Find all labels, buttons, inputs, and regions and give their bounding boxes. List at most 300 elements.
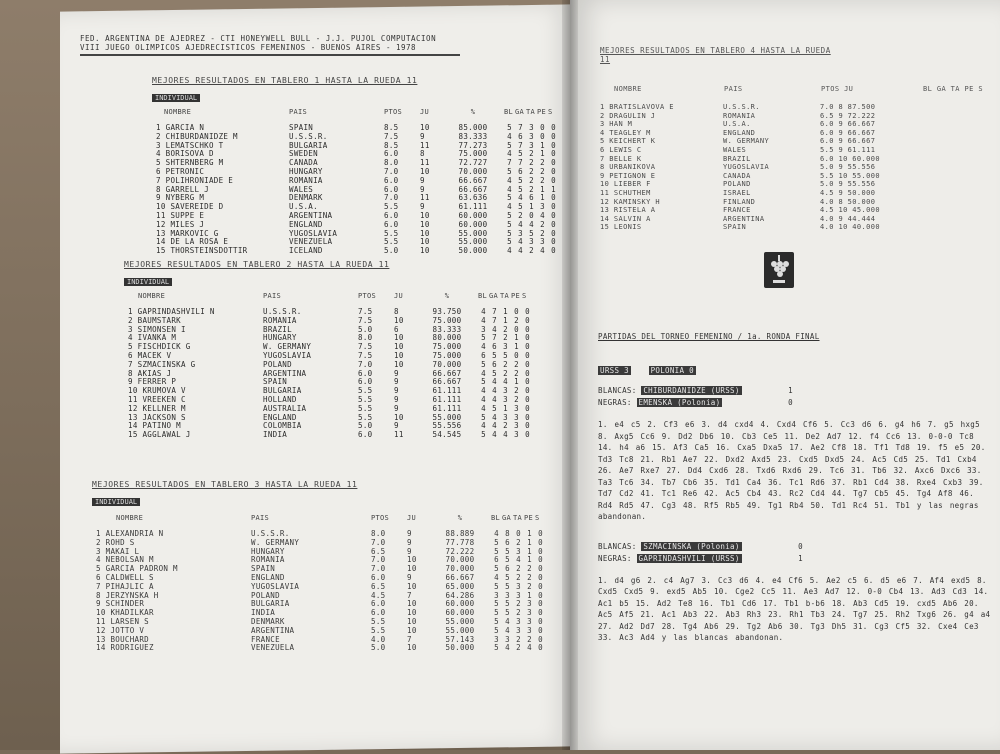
player-ga: 5 (505, 555, 510, 565)
player-points: 6.0 (384, 175, 399, 185)
player-percent: 66.667 (432, 368, 462, 378)
player-ta: 2 (529, 175, 534, 185)
col-pe: PE (524, 514, 534, 522)
player-ga: 5 (505, 581, 510, 591)
player-pe: 2 (514, 394, 519, 404)
player-pe: 2 (514, 359, 519, 369)
player-ga: 3 (505, 634, 510, 644)
player-ga: 5 (492, 403, 497, 413)
player-pe: 1 (527, 590, 532, 600)
player-bl: 4 (481, 403, 486, 413)
player-ga: 4 (518, 237, 523, 247)
player-s: 0 (538, 546, 543, 556)
player-name: 15 THORSTEINSDOTTIR (156, 246, 248, 256)
player-country: SPAIN (263, 377, 288, 387)
player-games: 10 (407, 581, 417, 591)
player-points: 6.0 (358, 377, 373, 387)
player-points: 5.5 (384, 237, 399, 247)
player-ga: 6 (505, 564, 510, 574)
player-name: 12 MILES J (156, 219, 205, 229)
player-s: 0 (551, 140, 556, 150)
board1-section (152, 76, 559, 256)
player-country: SPAIN (723, 223, 747, 232)
player-points: 6.0 (384, 149, 399, 159)
player-percent: 75.000 (432, 342, 462, 352)
player-country: FRANCE (723, 206, 751, 215)
player-country: ARGENTINA (289, 210, 333, 220)
player-percent: 77.273 (458, 140, 488, 150)
player-country: ROMANIA (723, 111, 756, 120)
player-s: 0 (551, 149, 556, 159)
player-games: 9 (407, 546, 412, 556)
player-s: 0 (538, 625, 543, 635)
player-percent: 83.333 (432, 324, 462, 334)
player-bl: 5 (481, 430, 486, 440)
player-bl: 7 (507, 158, 512, 168)
player-ga: 5 (518, 184, 523, 194)
player-bl: 6 (494, 555, 499, 565)
player-name: 8 GARRELL J (156, 184, 209, 194)
player-points: 5.0 (384, 246, 399, 256)
federation-logo (764, 252, 794, 288)
player-ta: 4 (503, 377, 508, 387)
col-name: NOMBRE (116, 514, 144, 522)
player-s: 0 (551, 193, 556, 203)
player-name: 8 URBANIKOVA (600, 163, 656, 172)
table-row (152, 177, 559, 186)
player-country: U.S.S.R. (289, 131, 328, 141)
game2-black-player: GAPRINDASHVILI (URSS) (638, 553, 740, 563)
col-pe: PE (537, 108, 547, 116)
game1-black-score: 0 (788, 398, 793, 407)
player-ta: 4 (503, 430, 508, 440)
player-pe: 1 (527, 546, 532, 556)
player-country: VENEZUELA (251, 643, 295, 653)
player-s: 0 (525, 386, 530, 396)
table-row (92, 618, 546, 627)
player-name: 3 MAKAI L (96, 546, 140, 556)
player-ga: 7 (518, 123, 523, 132)
player-pe: 0 (540, 131, 545, 141)
player-bl: 3 (494, 590, 499, 600)
player-games: 10 (407, 616, 417, 626)
player-s: 0 (551, 166, 556, 176)
player-games: 9 (394, 394, 399, 404)
player-s: 0 (538, 590, 543, 600)
player-ta: 2 (503, 324, 508, 334)
player-s: 0 (551, 237, 556, 247)
player-pe: 1 (540, 140, 545, 150)
player-bl: 5 (481, 412, 486, 422)
player-percent: 75.000 (432, 315, 462, 325)
player-country: COLOMBIA (263, 421, 302, 431)
player-games: 10 (420, 237, 430, 247)
player-ta: 2 (503, 368, 508, 378)
player-ta: 2 (503, 333, 508, 343)
player-bl: 3 (481, 324, 486, 334)
player-pe: 0 (514, 324, 519, 334)
col-bl: BL (478, 292, 488, 300)
player-country: ROMANIA (263, 315, 297, 325)
player-points: 6.0 (384, 210, 399, 220)
player-country: BULGARIA (289, 140, 328, 150)
player-name: 2 CHIBURDANIDZE M (156, 131, 238, 141)
player-percent: 72.727 (458, 158, 488, 168)
player-name: 3 LEMATSCHKO T (156, 140, 224, 150)
player-name: 13 RISTELA A (600, 206, 656, 215)
player-points: 5.5 (371, 625, 386, 635)
player-pe: 2 (514, 386, 519, 396)
player-points: 7.0 (384, 193, 399, 203)
player-country: ROMANIA (289, 175, 323, 185)
player-pe: 2 (540, 175, 545, 185)
player-points: 8.0 (358, 333, 373, 343)
player-ta: 4 (516, 555, 521, 565)
col-ju: JU (420, 108, 430, 116)
player-s: 0 (525, 324, 530, 334)
player-pe: 2 (527, 572, 532, 582)
board3-section (92, 480, 546, 653)
player-games: 9 (420, 184, 425, 194)
table-row (92, 565, 546, 574)
player-percent: 57.143 (445, 634, 475, 644)
player-name: 12 KAMINSKY H (600, 197, 660, 206)
player-name: 13 MARKOVIC G (156, 228, 219, 238)
player-games: 10 (407, 555, 417, 565)
player-country: W. GERMANY (263, 342, 312, 352)
player-pe: 2 (514, 315, 519, 325)
player-percent: 60.000 (458, 219, 488, 229)
table-row (600, 112, 984, 121)
player-percent: 61.111 (458, 202, 488, 212)
player-points: 6.0 (384, 219, 399, 229)
player-bl: 5 (494, 616, 499, 626)
player-name: 14 DE LA ROSA E (156, 237, 229, 247)
player-ta: 2 (516, 564, 521, 574)
player-name: 4 NEBOLSAN M (96, 555, 154, 565)
col-pe: PE (511, 292, 521, 300)
player-ta: 2 (516, 599, 521, 609)
player-name: 7 BELLE K (600, 154, 642, 163)
player-games: 9 (394, 377, 399, 387)
player-country: SPAIN (289, 123, 314, 132)
player-ta: 3 (503, 412, 508, 422)
col-pct: % (457, 514, 463, 522)
player-games: 9 (407, 529, 412, 538)
player-country: DENMARK (289, 193, 323, 203)
col-pais: PAIS (251, 514, 270, 522)
player-ga: 5 (505, 608, 510, 618)
player-games: 10 (420, 123, 430, 132)
player-name: 10 SAVEREIDE D (156, 202, 224, 212)
player-name: 5 GARCIA PADRON M (96, 564, 178, 574)
player-score: 4.0 8 50.000 (820, 197, 876, 206)
player-percent: 55.000 (445, 625, 475, 635)
player-pe: 0 (514, 307, 519, 316)
player-name: 6 PETRONIC (156, 166, 205, 176)
player-points: 7.5 (358, 342, 373, 352)
player-pe: 4 (540, 210, 545, 220)
player-country: BRAZIL (723, 154, 751, 163)
player-percent: 70.000 (445, 555, 475, 565)
player-ga: 6 (518, 131, 523, 141)
player-points: 6.0 (358, 430, 373, 440)
col-bl: BL (491, 514, 501, 522)
player-games: 10 (407, 608, 417, 618)
player-points: 8.5 (384, 140, 399, 150)
player-ta: 6 (529, 193, 534, 203)
player-points: 6.0 (371, 599, 386, 609)
player-pe: 1 (527, 529, 532, 538)
player-percent: 77.778 (445, 537, 475, 547)
player-pe: 1 (527, 537, 532, 547)
game1-moves: 1. e4 c5 2. Cf3 e6 3. d4 cxd4 4. Cxd4 Cf6 5. Cc3 d6 6. g4 h6 7. g5 hxg5 8. Axg5 Cc6 9. Dd2 Db6 10. Cb3 Ce5 11. De2 Ad7 12. f4 Cc6 13. 0-0-0 Tc8 14. h4 a6 15. Af3 Ca5 16. Cxa5 Dxa5 17. Ae2 Cf8 18. Tf1 Td8 19. f5 e5 20. Td3 Tc8 21. Rb1 Ae7 22. Dxd2 Axd5 23. Cxd5 Dxd5 24. Ac5 Cd5 25. Td1 Cxb4 26. Ae7 Rxe7 27. Dd4 Cxd6 28. Txd6 Rxd6 29. Tc6 31. Tb6 32. Axc6 Dxc6 33. Ta3 Tc6 34. Tb7 Cb6 35. Td1 Ca4 36. Tc1 Rd6 37. Rb1 Cd4 38. Rxe4 Cxb3 39. Td7 Cd2 41. Tc1 Re6 42. Ac5 Cb4 43. Rc2 Cd4 44. Tg7 Cb5 45. Tg4 Af8 46. Rd4 Rd5 47. Cg3 48. Rf5 Rb5 49. Tg1 Rb4 50. Td1 Rc4 51. Tb1 y las negras abandonan. (598, 420, 986, 521)
player-country: YUGOSLAVIA (723, 163, 770, 172)
game2-black (598, 553, 993, 565)
player-name: 10 KRUMOVA V (128, 386, 186, 396)
player-s: 0 (525, 377, 530, 387)
player-games: 10 (394, 412, 404, 422)
player-country: SWEDEN (289, 149, 318, 159)
player-bl: 5 (494, 546, 499, 556)
col-ju: JU (407, 514, 417, 522)
player-name: 9 NYBERG M (156, 193, 205, 203)
player-games: 8 (420, 149, 425, 159)
player-percent: 66.667 (458, 184, 488, 194)
player-percent: 55.556 (432, 421, 462, 431)
player-pe: 1 (540, 193, 545, 203)
player-s: 0 (538, 564, 543, 574)
player-country: ARGENTINA (263, 368, 307, 378)
player-games: 10 (407, 564, 417, 574)
col-ta: TA (513, 514, 523, 522)
player-score: 5.0 9 55.556 (820, 180, 876, 189)
table-row (600, 155, 984, 164)
board3-subtitle: INDIVIDUAL (92, 498, 140, 506)
player-bl: 4 (507, 131, 512, 141)
player-bl: 5 (494, 608, 499, 618)
player-ta: 4 (529, 219, 534, 229)
player-s: 0 (551, 228, 556, 238)
player-pe: 3 (527, 616, 532, 626)
player-games: 11 (420, 193, 430, 203)
player-name: 7 SZMACINSKA G (128, 359, 196, 369)
player-games: 10 (420, 246, 430, 256)
player-bl: 5 (494, 537, 499, 547)
player-percent: 61.111 (432, 403, 462, 413)
game2-moves: 1. d4 g6 2. c4 Ag7 3. Cc3 d6 4. e4 Cf6 5. Ae2 c5 6. d5 e6 7. Af4 exd5 8. Cxd5 Cxd5 9. exd5 Ab5 10. Cge2 Cc5 11. Ae3 Ad7 12. 0-0 Cb4 13. Ad3 Cd3 14. Ac1 b5 15. Ad2 Te8 16. Tb1 Cd6 17. Tb1 b-b6 18. Ab3 Cd5 19. cxd5 Ab6 20. Ac5 Af5 21. Ac1 Ab3 22. Ab3 Rh3 23. Rh1 Tb3 24. Tg7 25. Rh2 Txg6 26. g4 a4 27. Ad2 Dd7 28. Tg4 Ab6 29. Tg2 Ab6 30. Tg3 Dh5 31. Cg3 Cf5 32. Cxe4 Ce3 33. Ac3 Ad4 y las blancas abandonan. (598, 575, 991, 642)
player-games: 10 (394, 342, 404, 352)
player-pe: 3 (540, 237, 545, 247)
player-pe: 3 (514, 403, 519, 413)
player-points: 5.5 (371, 616, 386, 626)
player-ga: 5 (505, 572, 510, 582)
player-points: 7.0 (384, 166, 399, 176)
col-ptos: PTOS (384, 108, 403, 116)
player-country: POLAND (263, 359, 292, 369)
player-ga: 5 (505, 599, 510, 609)
player-bl: 5 (507, 140, 512, 150)
table-row (152, 212, 559, 221)
player-ta: 0 (529, 210, 534, 220)
game2-black-score: 1 (798, 553, 803, 563)
player-ta: 2 (503, 359, 508, 369)
player-country: ARGENTINA (723, 214, 765, 223)
player-percent: 75.000 (458, 149, 488, 159)
player-s: 0 (538, 608, 543, 618)
player-s: 0 (525, 368, 530, 378)
player-s: 0 (538, 572, 543, 582)
player-ga: 4 (518, 193, 523, 203)
board2-section (124, 260, 533, 440)
games-section (598, 332, 993, 644)
game2-white (598, 541, 993, 553)
player-bl: 4 (481, 342, 486, 352)
player-games: 10 (407, 599, 417, 609)
player-pe: 1 (514, 377, 519, 387)
player-s: 0 (538, 599, 543, 609)
player-name: 9 PETIGNON E (600, 171, 656, 180)
player-name: 8 AKIAS J (128, 368, 172, 378)
col-pais: PAIS (724, 85, 743, 93)
game1-white-player: CHIBURDANIDZE (URSS) (643, 386, 740, 395)
player-pe: 2 (540, 158, 545, 168)
player-s: 0 (525, 307, 530, 316)
player-name: 15 AGGLAWAL J (128, 430, 191, 440)
player-points: 8.5 (384, 123, 399, 132)
player-bl: 5 (494, 564, 499, 574)
board3-table (92, 510, 546, 653)
board2-title: MEJORES RESULTADOS EN TABLERO 2 HASTA LA RUEDA 11 (124, 260, 390, 269)
col-pais: PAIS (263, 292, 282, 300)
player-bl: 4 (481, 307, 486, 316)
player-games: 7 (407, 634, 412, 644)
table-row (152, 247, 559, 256)
col-bl: BL (504, 108, 514, 116)
player-games: 9 (407, 537, 412, 547)
table-row (152, 186, 559, 195)
player-country: YUGOSLAVIA (251, 581, 300, 591)
player-country: BRAZIL (263, 324, 292, 334)
player-points: 8.0 (384, 158, 399, 168)
player-bl: 6 (481, 350, 486, 360)
player-percent: 60.000 (445, 599, 475, 609)
table-row (92, 539, 546, 548)
player-ta: 3 (529, 123, 534, 132)
player-pe: 3 (527, 608, 532, 618)
player-percent: 61.111 (432, 386, 462, 396)
player-pe: 0 (514, 350, 519, 360)
player-bl: 4 (481, 386, 486, 396)
table-row (600, 189, 984, 198)
player-s: 0 (525, 315, 530, 325)
table-row (92, 583, 546, 592)
player-ga: 7 (518, 140, 523, 150)
player-games: 9 (420, 175, 425, 185)
player-pe: 2 (514, 368, 519, 378)
player-ta: 2 (516, 634, 521, 644)
player-ga: 4 (492, 394, 497, 404)
player-points: 4.5 (371, 590, 386, 600)
player-percent: 75.000 (432, 350, 462, 360)
player-name: 8 JERZYNSKA H (96, 590, 159, 600)
player-name: 3 HAN M (600, 120, 633, 129)
player-s: 0 (525, 394, 530, 404)
player-games: 10 (420, 210, 430, 220)
player-ga: 6 (518, 166, 523, 176)
player-score: 6.5 9 72.222 (820, 111, 876, 120)
player-ta: 3 (516, 546, 521, 556)
table-row (124, 326, 533, 335)
player-ta: 2 (529, 184, 534, 194)
col-pct: % (444, 292, 450, 300)
board4-table (600, 84, 984, 232)
player-country: FRANCE (251, 634, 280, 644)
player-pe: 2 (527, 564, 532, 574)
player-percent: 85.000 (458, 123, 488, 132)
player-name: 6 MACEK V (128, 350, 172, 360)
col-rest: BL GA TA PE S (923, 85, 983, 93)
player-pe: 2 (540, 219, 545, 229)
game1-team-b: POLONIA 0 (650, 366, 694, 375)
player-games: 10 (420, 228, 430, 238)
table-row (92, 530, 546, 539)
player-bl: 5 (494, 643, 499, 653)
player-games: 10 (420, 166, 430, 176)
player-points: 5.5 (358, 403, 373, 413)
player-pe: 2 (540, 228, 545, 238)
player-country: ARGENTINA (251, 625, 295, 635)
player-score: 6.0 9 66.667 (820, 120, 876, 129)
player-bl: 5 (507, 193, 512, 203)
player-bl: 5 (507, 219, 512, 229)
player-name: 11 SCHUTHEM (600, 188, 651, 197)
player-percent: 55.000 (458, 237, 488, 247)
player-country: HOLLAND (263, 394, 297, 404)
player-points: 7.5 (358, 315, 373, 325)
player-score: 5.0 9 55.556 (820, 163, 876, 172)
player-percent: 50.000 (458, 246, 488, 256)
player-country: AUSTRALIA (263, 403, 307, 413)
player-s: 0 (551, 131, 556, 141)
game1-black-player: EMENSKA (Polonia) (638, 398, 721, 407)
game1-white (598, 385, 993, 397)
game1-team-a: URSS 3 (600, 366, 629, 375)
player-country: ISRAEL (723, 188, 751, 197)
player-points: 6.5 (371, 546, 386, 556)
col-name: NOMBRE (614, 85, 642, 93)
player-points: 6.0 (358, 368, 373, 378)
player-ga: 5 (492, 368, 497, 378)
player-name: 1 ALEXANDRIA N (96, 529, 164, 538)
board1-title: MEJORES RESULTADOS EN TABLERO 1 HASTA LA RUEDA 11 (152, 76, 418, 85)
player-points: 7.0 (371, 564, 386, 574)
player-ta: 3 (503, 394, 508, 404)
board3-title: MEJORES RESULTADOS EN TABLERO 3 HASTA LA RUEDA 11 (92, 480, 358, 489)
grapes-icon (764, 252, 794, 288)
player-name: 6 LEWIS C (600, 145, 642, 154)
player-name: 1 BRATISLAVOVA E (600, 103, 674, 111)
player-ga: 4 (492, 386, 497, 396)
player-bl: 5 (507, 123, 512, 132)
player-points: 7.5 (358, 350, 373, 360)
player-ga: 4 (505, 616, 510, 626)
player-bl: 4 (507, 184, 512, 194)
player-points: 5.0 (371, 643, 386, 653)
player-percent: 72.222 (445, 546, 475, 556)
player-name: 4 IVANKA M (128, 333, 177, 343)
player-name: 5 KEICHERT K (600, 137, 656, 146)
